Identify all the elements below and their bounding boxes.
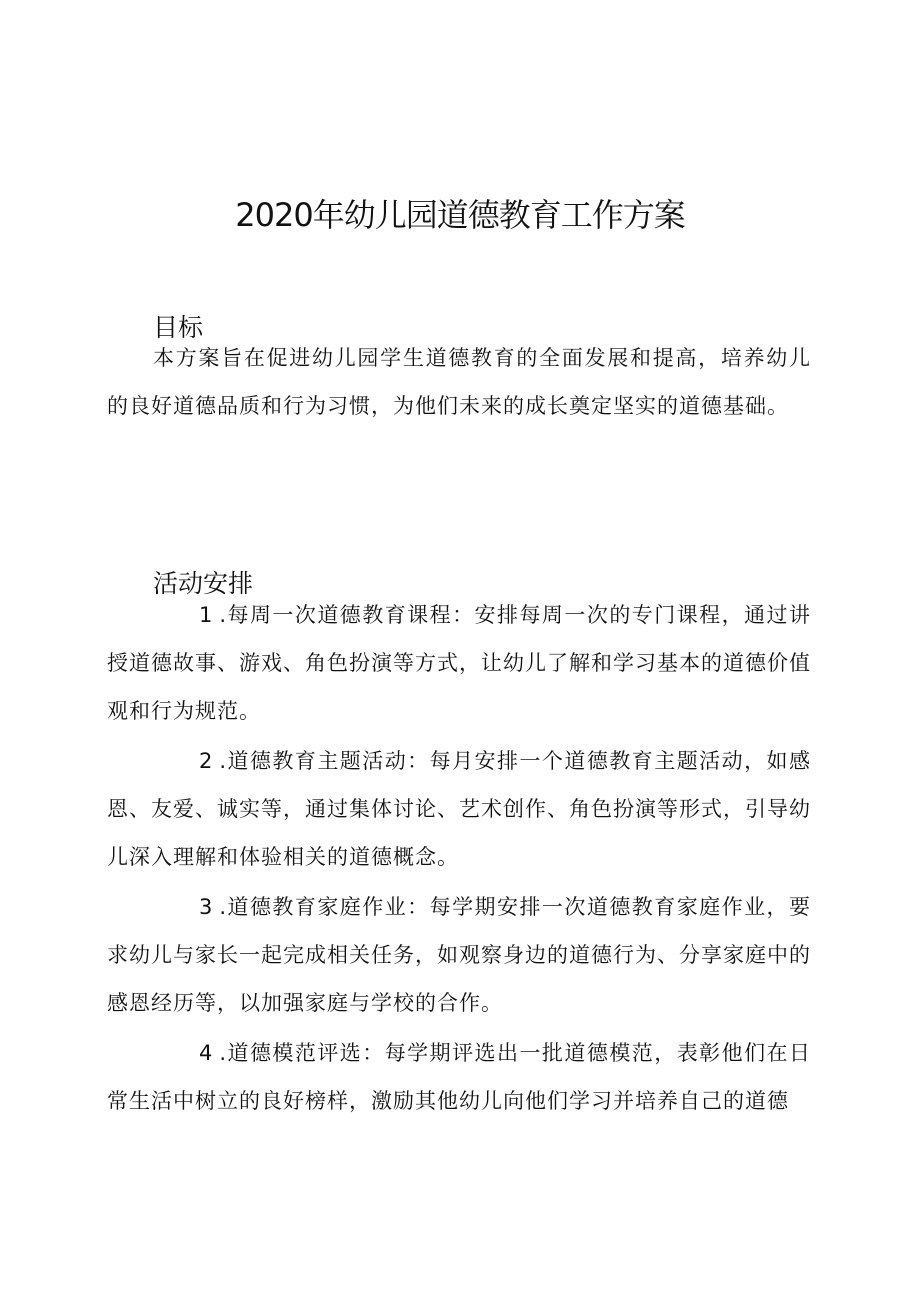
activity-item [107,1029,811,1125]
activities-heading: 活动安排 [153,568,254,598]
activity-item-number: 2 [199,749,214,773]
goal-heading: 目标 [153,312,204,342]
goal-paragraph: 本方案旨在促进幼儿园学生道德教育的全面发展和提高，培养幼儿的良好道德品质和行为习惯，为他们未来的成长奠定坚实的道德基础。 [107,346,811,418]
activity-item-text: .道德教育主题活动：每月安排一个道德教育主题活动，如感恩、友爱、诚实等，通过集体讨论、艺术创作、角色扮演等形式，引导幼儿深入理解和体验相关的道德概念。 [107,749,811,869]
activity-item [107,591,811,735]
activity-item-text: .道德模范评选：每学期评选出一批道德模范，表彰他们在日常生活中树立的良好榜样，激励其他幼儿向他们学习并培养自己的道德 [107,1041,811,1113]
activity-item [107,737,811,881]
activity-item-number: 4 [199,1041,214,1065]
activity-item-text: .道德教育家庭作业：每学期安排一次道德教育家庭作业，要求幼儿与家长一起完成相关任务，如观察身边的道德行为、分享家庭中的感恩经历等，以加强家庭与学校的合作。 [107,895,811,1015]
activity-item-number: 1 [199,603,214,627]
activity-item-number: 3 [199,895,214,919]
document-title: 2020年幼儿园道德教育工作方案 [235,196,685,235]
activity-item [107,883,811,1027]
activity-item-text: .每周一次道德教育课程：安排每周一次的专门课程，通过讲授道德故事、游戏、角色扮演等方式，让幼儿了解和学习基本的道德价值观和行为规范。 [107,603,811,723]
